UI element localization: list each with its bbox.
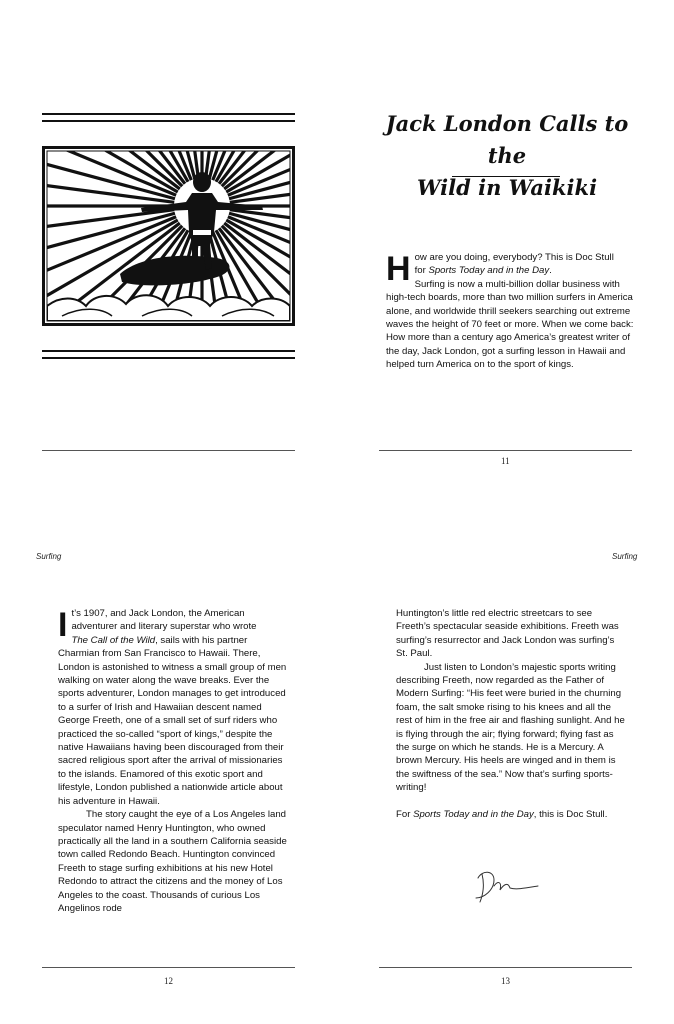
page-number: 12 <box>164 976 173 986</box>
bottom-rule <box>42 357 295 359</box>
footer-rule <box>42 450 295 451</box>
title-underline <box>452 176 560 177</box>
chapter-title <box>372 108 642 204</box>
bottom-rule <box>42 350 295 352</box>
body-text: I t’s 1907, and Jack London, the American adventurer and literary superstar who wrote The Call of the Wild, sails with his partner Charmian from San Francisco to Hawaii. There, London is astonished to witness a small group of men walking on water along the wave breaks. Ever the sports adventurer, London manages to get introduced to a surfer of Irish and Hawaiian descent named George Freeth, one of a small set of surf riders who practiced the so-called “sport of kings,” despite the native Hawaiians having been discouraged from their sacred religious sport after the arrival of missionaries to the islands. Enamored of this exotic sport and lifestyle, London published a nationwide article about his adventure in Hawaii. The story caught the eye of a Los Angeles land speculator named Henry Huntington, who owned practically all the land in a southern California seaside town called Redondo Beach. Huntington convinced Freeth to stage surfing exhibitions at his new Hotel Redondo to attract the citizens and the money of Los Angeles to the coast. Thousands of curious Los Angelinos rode <box>58 607 290 915</box>
title-line: Wild in Waikiki <box>416 175 598 200</box>
title-line: Jack London Calls to the <box>385 111 629 168</box>
paragraph: Huntington’s little red electric streetcars to see Freeth’s spectacular seaside exhibitions. Freeth was surfing’s resurrector and Jack London was surfing’s St. Paul. <box>396 608 619 660</box>
signature <box>464 864 544 906</box>
surfer-illustration <box>42 146 295 326</box>
paragraph: Just listen to London’s majestic sports writing describing Freeth, now regarded as the Father of Modern Surfing: “His feet were buried in the churning foam, the salt smoke rising to his knees and all the rest of him in the free air and flashing sunlight. And he is flying through the air; flying forward; flying fast as the surge on which he stands. He is a Mercury. A brown Mercury. His heels are winged and in them is the swiftness of the sea.” Now that’s surfing sports-writing! <box>396 661 625 794</box>
page-number: 11 <box>501 456 510 466</box>
top-rule <box>42 120 295 122</box>
paragraph: The story caught the eye of a Los Angeles land speculator named Henry Huntington, who owned practically all the land in a southern California seaside town called Redondo Beach. Huntington convinced Freeth to stage surfing exhibitions at his new Hotel Redondo to attract the citizens and the money of Los Angeles to the coast. Thousands of curious Los Angelinos rode <box>58 809 287 914</box>
top-rule <box>42 113 295 115</box>
footer-rule <box>379 450 632 451</box>
footer-rule <box>42 967 295 968</box>
body-text <box>396 607 628 821</box>
page-number: 13 <box>501 976 510 986</box>
running-head: Surfing <box>612 552 638 561</box>
drop-cap: H <box>386 250 411 288</box>
running-head: Surfing <box>36 552 62 561</box>
drop-cap: I <box>58 606 68 644</box>
footer-rule <box>379 967 632 968</box>
sign-off: For Sports Today and in the Day, this is Doc Stull. <box>396 808 608 820</box>
intro-paragraph: H ow are you doing, everybody? This is Doc Stull for Sports Today and in the Day. Surfing is now a multi-billion dollar business with high-tech boards, more than two million surfers in America alone, and worldwide thrill seekers searching out extreme waves the height of 70 feet or more. When we come back: How more than a century ago America’s greatest writer of the day, Jack London, got a surfing lesson in Hawaii and helped turn America on to the sport of kings. <box>386 250 634 371</box>
